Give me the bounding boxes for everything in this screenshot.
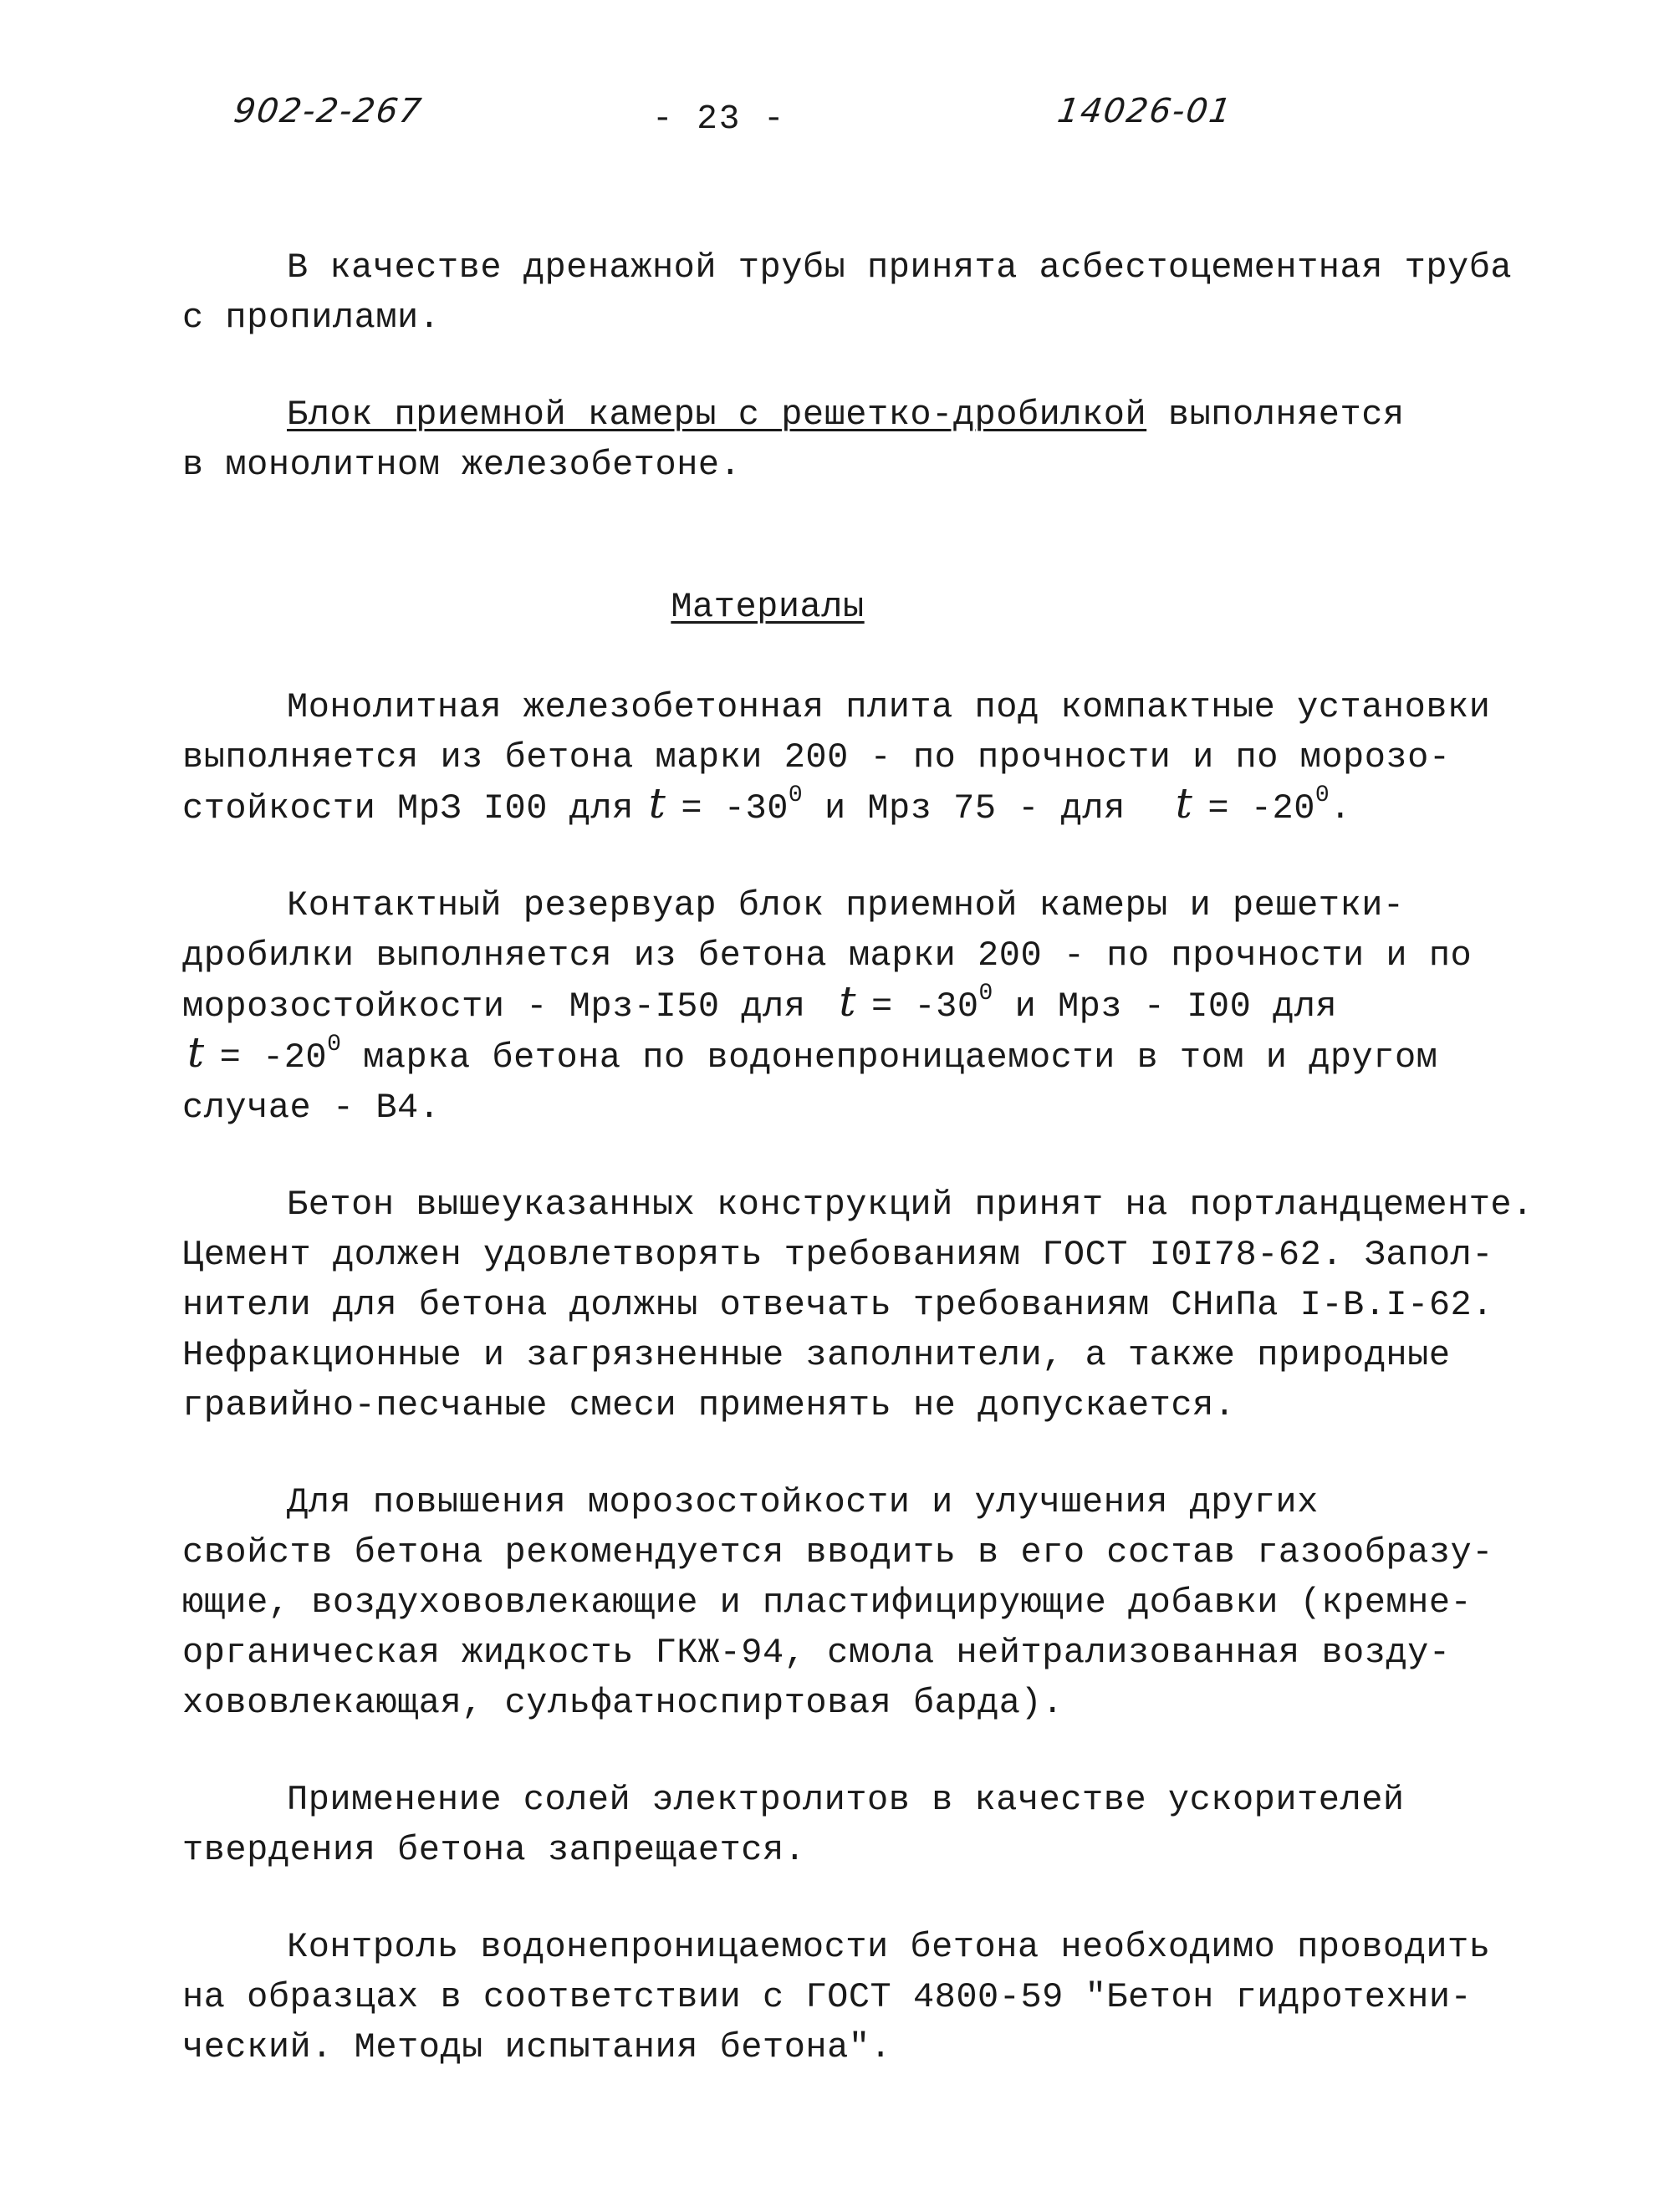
text-line: гравийно-песчаные смеси применять не допускается. bbox=[182, 1385, 1236, 1425]
page-header bbox=[0, 92, 1659, 159]
text-line: выполняется из бетона марки 200 - по прочности и по морозо- bbox=[182, 737, 1451, 777]
text-fragment: и Мрз 75 - для bbox=[803, 788, 1126, 828]
text-line bbox=[182, 977, 1487, 1032]
text-line: Бетон вышеуказанных конструкций принят на портландцементе. bbox=[287, 1185, 1534, 1225]
paragraph-additives bbox=[182, 1477, 1493, 1728]
text-line: органическая жидкость ГКЖ-94, смола нейтрализованная возду- bbox=[182, 1633, 1451, 1673]
degree-mark: 0 bbox=[788, 782, 804, 808]
text-line: хововлекающая, сульфатноспиртовая барда). bbox=[182, 1683, 1064, 1723]
text-line: свойств бетона рекомендуется вводить в его состав газообразу- bbox=[182, 1532, 1493, 1572]
temperature-symbol: t bbox=[1175, 779, 1193, 828]
text-line: ющие, воздухововлекающие и пластифицирующие добавки (кремне- bbox=[182, 1583, 1473, 1623]
degree-mark: 0 bbox=[327, 1032, 342, 1058]
text-line: с пропилами. bbox=[182, 298, 441, 338]
degree-mark: 0 bbox=[978, 981, 993, 1007]
document-code-right: 14026-01 bbox=[1054, 92, 1235, 130]
text-line: Контроль водонепроницаемости бетона необходимо проводить bbox=[287, 1927, 1491, 1967]
section-heading-materials bbox=[182, 582, 1487, 632]
text-line: Монолитная железобетонная плита под компактные установки bbox=[287, 687, 1491, 727]
paragraph-electrolyte-salts bbox=[182, 1775, 1487, 1875]
text-line bbox=[182, 779, 1487, 833]
paragraph-contact-reservoir bbox=[182, 880, 1487, 1133]
paragraph-water-tightness-control bbox=[182, 1922, 1491, 2072]
text-line: дробилки выполняется из бетона марки 200 - по прочности и по bbox=[182, 935, 1473, 976]
text-line: в монолитном железобетоне. bbox=[182, 445, 742, 485]
document-body bbox=[182, 242, 1534, 2119]
text-line: на образцах в соответствии с ГОСТ 4800-59 "Бетон гидротехни- bbox=[182, 1977, 1473, 2017]
text-fragment: марка бетона по водонепроницаемости в том и другом bbox=[341, 1037, 1438, 1078]
text-line: случае - В4. bbox=[182, 1088, 441, 1128]
text-line: нители для бетона должны отвечать требованиям СНиПа I-В.I-62. bbox=[182, 1285, 1493, 1325]
paragraph-drainage-pipe bbox=[182, 242, 1513, 343]
page-number: - 23 - bbox=[652, 100, 786, 139]
text-line: твердения бетона запрещается. bbox=[182, 1830, 806, 1870]
text-line: Применение солей электролитов в качестве ускорителей bbox=[287, 1780, 1405, 1820]
text-line: Для повышения морозостойкости и улучшения других bbox=[287, 1482, 1319, 1522]
text-fragment: . bbox=[1330, 788, 1351, 828]
paragraph-monolithic-slab bbox=[182, 682, 1491, 833]
text-fragment: и Мрз - I00 для bbox=[993, 986, 1338, 1027]
text-fragment: стойкости МрЗ I00 для bbox=[182, 788, 634, 828]
text-fragment: = -30 bbox=[871, 986, 979, 1027]
text-fragment: выполняется bbox=[1146, 395, 1405, 435]
text-line: ческий. Методы испытания бетона". bbox=[182, 2027, 892, 2067]
degree-mark: 0 bbox=[1314, 782, 1330, 808]
section-title: Материалы bbox=[671, 587, 865, 627]
text-line: В качестве дренажной трубы принята асбестоцементная труба bbox=[287, 247, 1513, 288]
underlined-term: Блок приемной камеры с решетко-дробилкой bbox=[287, 395, 1147, 435]
text-line bbox=[182, 390, 1487, 440]
document-code-left: 902-2-267 bbox=[231, 92, 426, 130]
text-line bbox=[182, 1028, 1487, 1083]
paragraph-cement-requirements bbox=[182, 1180, 1534, 1430]
text-fragment: морозостойкости - Мрз-I50 для bbox=[182, 986, 806, 1027]
temperature-symbol: t bbox=[187, 1028, 205, 1077]
paragraph-receiving-chamber bbox=[182, 390, 1487, 490]
text-line: Контактный резервуар блок приемной камеры и решетки- bbox=[287, 885, 1405, 925]
text-line: Нефракционные и загрязненные заполнители, а также природные bbox=[182, 1335, 1451, 1375]
text-fragment: = -20 bbox=[219, 1037, 328, 1078]
text-fragment: = -30 bbox=[681, 788, 789, 828]
temperature-symbol: t bbox=[839, 977, 857, 1026]
temperature-symbol: t bbox=[648, 779, 666, 828]
text-line: Цемент должен удовлетворять требованиям ГОСТ I0I78-62. Запол- bbox=[182, 1235, 1493, 1275]
text-fragment: = -20 bbox=[1207, 788, 1315, 828]
